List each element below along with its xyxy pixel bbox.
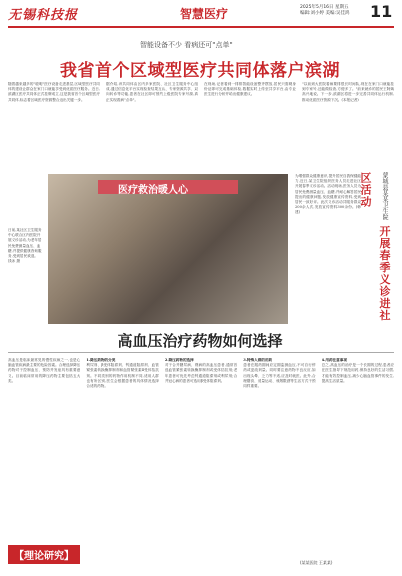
article-author: (某某医院 王某某) bbox=[300, 560, 333, 565]
section-rule bbox=[8, 352, 394, 353]
date: 2025年5月16日 星期五 bbox=[300, 5, 349, 10]
masthead: 无锡科技报 bbox=[8, 8, 79, 23]
story-body bbox=[8, 82, 394, 172]
article-paragraph: 患者在服药期间应定期监测血压,不可自行停药或更改剂量。同时要注意药物不良反应,如出现头晕、乏力等不适,应及时就医。此外,合理膳食、适量运动、戒烟限酒等生活方式干预同样重要。 bbox=[243, 363, 316, 389]
story-column: 在现场,记者看到一排排智能设备整齐摆放,居民只需刷身份证即可完成基础体检,数据实时上传至共享平台,由专业医生进行分析并给出健康建议。 bbox=[204, 82, 296, 97]
story-column: "以前到大医院看病要排很长时间队,现在在家门口就能挂到专家号,还能做检查,方便多了。"前来就诊的居民王阿姨高兴地说。下一步,滨湖区将进一步完善共同体运行机制,推动优质医疗资源下沉。(本报记者) bbox=[302, 82, 394, 102]
dateline bbox=[300, 5, 380, 17]
section-title: 智慧医疗 bbox=[180, 7, 229, 21]
subsection-title: 3.特殊人群的用药 bbox=[243, 358, 273, 362]
article-column bbox=[243, 358, 315, 558]
page-number: 11 bbox=[370, 2, 393, 21]
article-paragraph: 总之,高血压的治疗是一个长期的过程,患者应在医生指导下规范用药,保持良好的生活习惯,才能有效控制血压,减少心脑血管事件的发生,提高生活质量。 bbox=[321, 363, 395, 383]
sidebar-headline: 开展春季义诊进社区活动 bbox=[359, 172, 391, 322]
article-paragraph: 利尿剂、β受体阻滞剂、钙通道阻滞剂、血管紧张素转换酶抑制剂和血管紧张素Ⅱ受体拮抗剂。不同类别的药物作用机制不同,适用人群也有所区别,医生会根据患者的具体情况选择合适的药物。 bbox=[86, 363, 159, 389]
article-column bbox=[165, 358, 237, 558]
story-kicker: 智能设备不少 看病还可"点单" bbox=[140, 41, 233, 49]
column-logo: 【理论研究】 bbox=[8, 545, 80, 564]
article-column bbox=[86, 358, 158, 558]
news-photo bbox=[48, 174, 288, 324]
article-column bbox=[8, 358, 80, 558]
story-headline: 我省首个区域型医疗共同体落户滨湖 bbox=[60, 61, 340, 81]
article-paragraph: 对于合并糖尿病、肾病的高血压患者,通常首选血管紧张素转换酶抑制剂或受体拮抗剂;老年患者可优先考虑钙通道阻滞剂或利尿剂;合并冠心病的患者可选用β受体阻滞剂。 bbox=[164, 363, 238, 383]
article-paragraph: 高血压是临床最常见的慢性疾病之一,也是心脑血管疾病最主要的危险因素。合理选择降压药物对于控制血压、预防并发症具有重要意义。目前临床常用的降压药物主要包括五大类。 bbox=[8, 358, 81, 383]
header-rule bbox=[8, 26, 394, 28]
story-column: 据介绍,该共同体由区内多家医院、社区卫生服务中心组成,通过信息化平台实现检查结果互认、专家资源共享、双向转诊等功能,患者在社区即可预约上级医院专家号源,真正实现看病"点单"。 bbox=[106, 82, 198, 102]
sidebar-headline-block bbox=[359, 172, 394, 322]
subsection-title: 4.用药注意事项 bbox=[321, 358, 347, 362]
photo-title: 医疗救治暖人心 bbox=[118, 185, 188, 196]
story-column: 随着越来越多的"聪明"医疗设备走进基层,区域型医疗共同体的建设让群众在家门口就能享受到优质医疗服务。近日,滨湖区医疗共同体正式挂牌成立,这是我省首个区域型医疗共同体,标志着区域医疗资源整合迈出关键一步。 bbox=[8, 82, 100, 102]
editor-credit: 编辑:刘小婷 美编:吴佳鸿 bbox=[300, 11, 350, 16]
sidebar-subtitle: 蒙城县某某卫生院 bbox=[381, 172, 388, 220]
article-body bbox=[8, 358, 394, 558]
photo-caption: 日前,某社区卫生服务中心联合区内医院开展义诊活动,为老年居民免费测量血压、血糖,并提供健康咨询服务,受到居民欢迎。 钱冰 摄 bbox=[8, 228, 42, 264]
sidebar-body: 为增强群众健康意识,提升居民自我保健能力,近日,某卫生院组织医务人员走进社区开展春季义诊活动。活动现场,医务人员为居民免费测量血压、血糖,并耐心解答居民提出的健康问题,发放健康宣传资料,受到居民一致好评。此次义诊活动共服务群众200余人次,发放宣传资料300余份。(韩建) bbox=[295, 174, 361, 215]
article-headline: 高血压治疗药物如何选择 bbox=[117, 332, 283, 350]
subsection-title: 1.降压药物的分类 bbox=[86, 358, 116, 362]
subsection-title: 2.降压药物的选择 bbox=[164, 358, 194, 362]
article-column bbox=[322, 358, 394, 558]
